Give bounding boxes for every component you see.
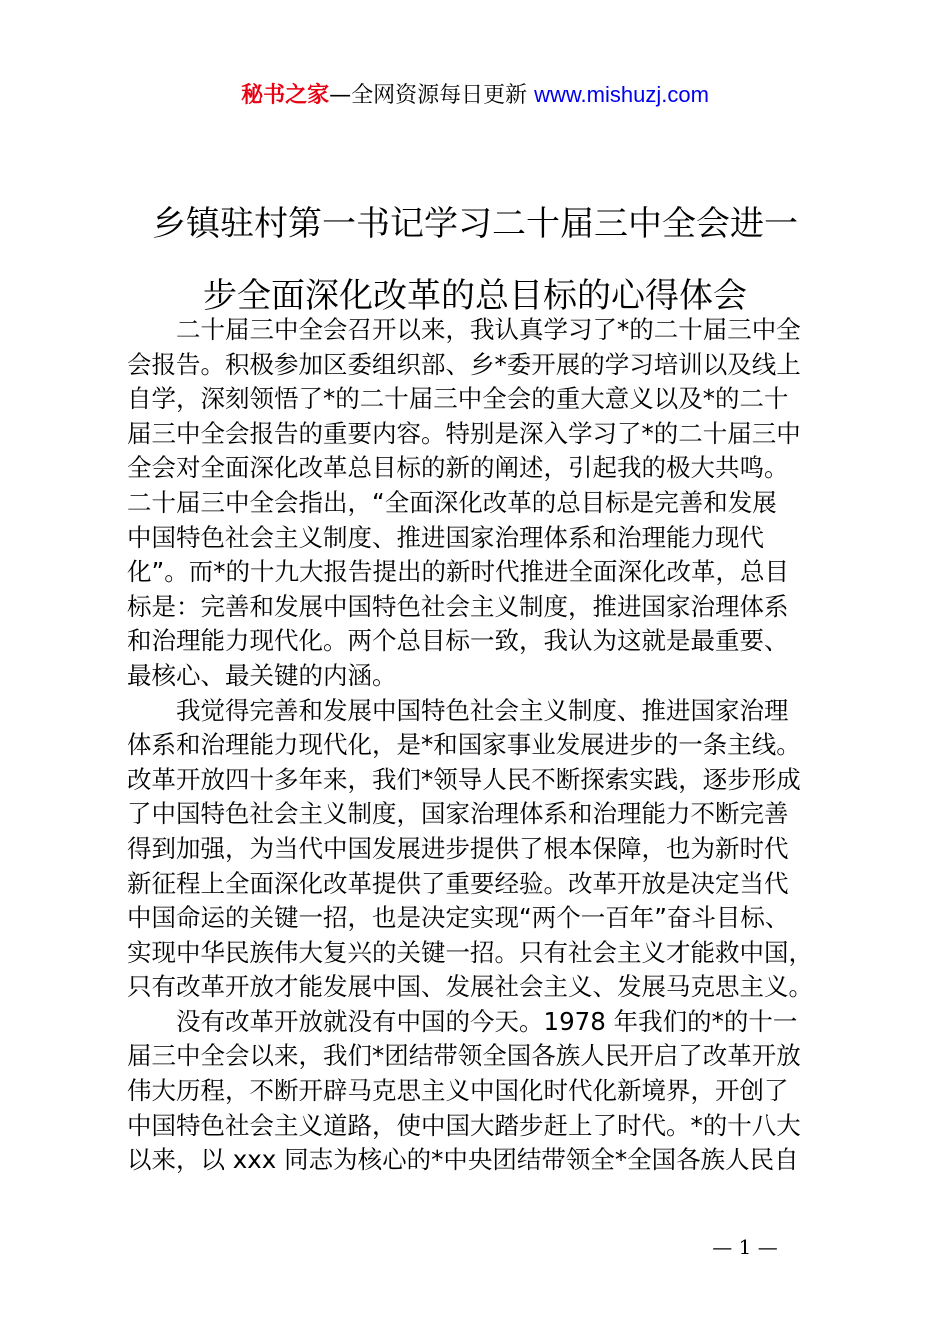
- text-line: 化”。而*的十九大报告提出的新时代推进全面深化改革，总目: [127, 557, 789, 587]
- text-line: 我觉得完善和发展中国特色社会主义制度、推进国家治理: [127, 695, 789, 725]
- text-line: 标是：完善和发展中国特色社会主义制度，推进国家治理体系: [127, 591, 789, 621]
- text-line: 二十届三中全会召开以来，我认真学习了*的二十届三中全: [127, 315, 801, 344]
- title-line-2: 步全面深化改革的总目标的心得体会: [203, 276, 747, 316]
- paragraph-1: [127, 313, 835, 694]
- text-line: 会报告。积极参加区委组织部、乡*委开展的学习培训以及线上: [127, 349, 801, 379]
- text-line: 二十届三中全会指出，“全面深化改革的总目标是完善和发展: [127, 487, 777, 517]
- text-line: 实现中华民族伟大复兴的关键一招。只有社会主义才能救中国，: [127, 937, 813, 967]
- text-line: 届三中全会报告的重要内容。特别是深入学习了*的二十届三中: [127, 418, 801, 448]
- text-line: 最核心、最关键的内涵。: [127, 660, 397, 690]
- text-line: 改革开放四十多年来，我们*领导人民不断探索实践，逐步形成: [127, 764, 801, 794]
- document-title: [100, 188, 850, 332]
- site-brand: 秘书之家: [241, 83, 330, 108]
- text-line: 新征程上全面深化改革提供了重要经验。改革开放是决定当代: [127, 868, 789, 898]
- text-line: 届三中全会以来，我们*团结带领全国各族人民开启了改革开放: [127, 1041, 801, 1071]
- site-tagline: —全网资源每日更新: [329, 83, 535, 108]
- site-url-link[interactable]: www.mishuzj.com: [534, 82, 709, 107]
- text-line: 自学，深刻领悟了*的二十届三中全会的重大意义以及*的二十: [127, 384, 789, 414]
- text-line: 中国特色社会主义制度、推进国家治理体系和治理能力现代: [127, 522, 764, 552]
- text-line: 以来，以 xxx 同志为核心的*中央团结带领全*全国各族人民自: [127, 1145, 799, 1175]
- text-line: 中国命运的关键一招，也是决定实现“两个一百年”奋斗目标、: [127, 903, 790, 933]
- text-line: 伟大历程，不断开辟马克思主义中国化时代化新境界，开创了: [127, 1076, 789, 1106]
- text-line: 体系和治理能力现代化，是*和国家事业发展进步的一条主线。: [127, 730, 801, 760]
- text-line: 中国特色社会主义道路，使中国大踏步赶上了时代。*的十八大: [127, 1110, 801, 1140]
- text-line: 了中国特色社会主义制度，国家治理体系和治理能力不断完善: [127, 799, 789, 829]
- text-line: 全会对全面深化改革总目标的新的阐述，引起我的极大共鸣。: [127, 453, 789, 483]
- title-line-1: 乡镇驻村第一书记学习二十届三中全会进一: [152, 204, 798, 244]
- site-header: [0, 80, 950, 111]
- text-line: 和治理能力现代化。两个总目标一致，我认为这就是最重要、: [127, 626, 789, 656]
- text-line: 只有改革开放才能发展中国、发展社会主义、发展马克思主义。: [127, 972, 813, 1002]
- paragraph-2: [127, 694, 835, 1005]
- text-line: 得到加强，为当代中国发展进步提供了根本保障，也为新时代: [127, 833, 789, 863]
- document-body: [127, 313, 835, 1178]
- page-number: — 1 —: [712, 1235, 778, 1259]
- paragraph-3: [127, 1005, 835, 1178]
- text-line: 没有改革开放就没有中国的今天。1978 年我们的*的十一: [127, 1006, 798, 1036]
